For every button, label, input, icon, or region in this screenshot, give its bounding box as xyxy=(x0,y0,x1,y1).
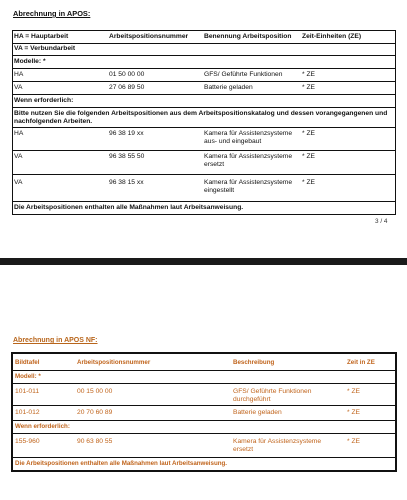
header-bildtafel: Bildtafel xyxy=(15,359,40,366)
row-divider xyxy=(13,55,395,56)
row-divider xyxy=(13,150,395,151)
row-number: 20 70 60 89 xyxy=(77,409,113,416)
row-number: 90 63 80 55 xyxy=(77,438,113,445)
row-number: 96 38 19 xx xyxy=(109,130,144,137)
header-zeit-in-ze: Zeit in ZE xyxy=(347,359,375,366)
models-label: Modelle: * xyxy=(14,58,46,65)
row-ze: * ZE xyxy=(302,84,316,91)
row-divider xyxy=(13,420,395,421)
row-description: Kamera für Assistenzsysteme ersetzt xyxy=(233,438,322,453)
row-divider xyxy=(13,383,395,384)
row-divider xyxy=(13,81,395,82)
row-name: Kamera für Assistenzsysteme aus- und eingebaut xyxy=(204,130,293,145)
row-type: VA xyxy=(14,179,23,186)
row-type: HA xyxy=(14,130,24,137)
legend-verbundarbeit: VA = Verbundarbeit xyxy=(14,45,76,52)
row-divider xyxy=(13,68,395,69)
row-divider xyxy=(13,405,395,406)
required-label: Wenn erforderlich: xyxy=(14,97,74,104)
page-number: 3 / 4 xyxy=(375,218,388,225)
row-description: GFS/ Geführte Funktionen durchgeführt xyxy=(233,388,312,403)
table-footer: Die Arbeitspositionen enthalten alle Maßnahmen laut Arbeitsanweisung. xyxy=(15,460,228,467)
row-divider xyxy=(13,201,395,202)
row-divider xyxy=(13,174,395,175)
row-divider xyxy=(13,107,395,108)
row-number: 27 06 89 50 xyxy=(109,84,145,91)
row-ze: * ZE xyxy=(302,130,316,137)
row-ze: * ZE xyxy=(302,153,316,160)
row-number: 96 38 55 50 xyxy=(109,153,145,160)
row-description: Batterie geladen xyxy=(233,409,282,416)
required-label: Wenn erforderlich: xyxy=(15,423,70,430)
apos-nf-section-title: Abrechnung in APOS NF: xyxy=(13,337,98,344)
row-name: Kamera für Assistenzsysteme ersetzt xyxy=(204,153,293,168)
row-number: 01 50 00 00 xyxy=(109,71,145,78)
catalog-note: Bitte nutzen Sie die folgenden Arbeitspositionen aus dem Arbeitspositionskatalog und dessen vorangegangenen und nachfolgenden Arbeiten. xyxy=(14,110,388,125)
header-arbeitspositionsnummer: Arbeitspositionsnummer xyxy=(109,33,189,40)
header-beschreibung: Beschreibung xyxy=(233,359,275,366)
apos-nf-table xyxy=(11,352,397,472)
row-divider xyxy=(13,457,395,458)
row-ze: * ZE xyxy=(347,388,361,395)
row-ze: * ZE xyxy=(347,438,361,445)
apos-table xyxy=(12,30,396,215)
row-type: VA xyxy=(14,84,23,91)
row-divider xyxy=(13,370,395,371)
row-name: Kamera für Assistenzsysteme eingestellt xyxy=(204,179,293,194)
header-benennung: Benennung Arbeitsposition xyxy=(204,33,292,40)
page-separator xyxy=(0,258,407,265)
header-arbeitspositionsnummer: Arbeitspositionsnummer xyxy=(77,359,151,366)
table-footer: Die Arbeitspositionen enthalten alle Maßnahmen laut Arbeitsanweisung. xyxy=(14,204,244,211)
row-type: VA xyxy=(14,153,23,160)
row-divider xyxy=(13,94,395,95)
row-bildtafel: 155-960 xyxy=(15,438,40,445)
row-name: GFS/ Geführte Funktionen xyxy=(204,71,283,78)
header-hauptarbeit: HA = Hauptarbeit xyxy=(14,33,69,40)
row-type: HA xyxy=(14,71,24,78)
row-number: 00 15 00 00 xyxy=(77,388,113,395)
row-bildtafel: 101-012 xyxy=(15,409,40,416)
row-divider xyxy=(13,127,395,128)
row-divider xyxy=(13,433,395,434)
models-label: Modell: * xyxy=(15,373,41,380)
row-ze: * ZE xyxy=(302,71,316,78)
row-ze: * ZE xyxy=(302,179,316,186)
row-divider xyxy=(13,43,395,44)
apos-section-title: Abrechnung in APOS: xyxy=(13,9,91,18)
row-bildtafel: 101-011 xyxy=(15,388,40,395)
header-zeit-einheiten: Zeit-Einheiten (ZE) xyxy=(302,33,362,40)
row-number: 96 38 15 xx xyxy=(109,179,144,186)
row-ze: * ZE xyxy=(347,409,361,416)
row-name: Batterie geladen xyxy=(204,84,253,91)
